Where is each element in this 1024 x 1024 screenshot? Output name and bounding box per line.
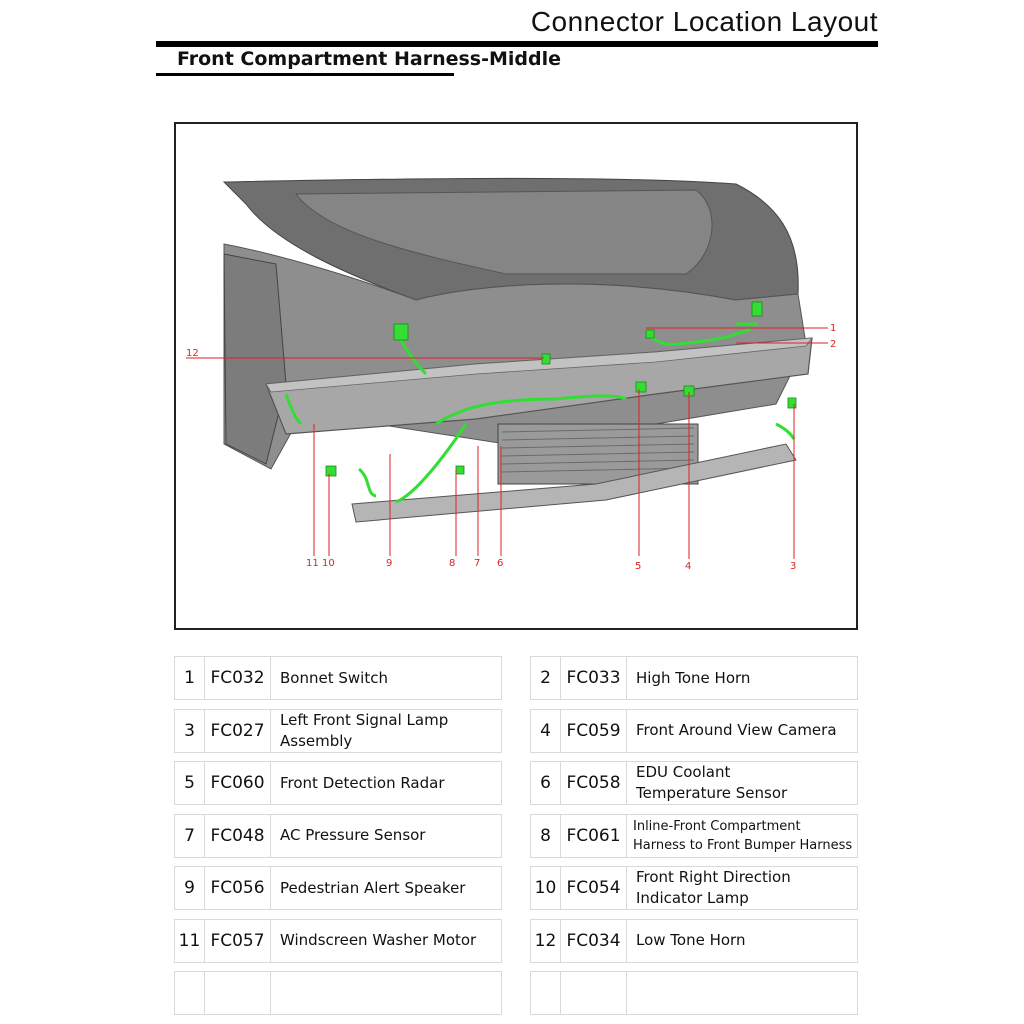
connector-table-right [530,656,858,1024]
connector-code: FC048 [205,815,271,857]
connector-name: Inline-Front Compartment Harness to Front Bumper Harness [633,818,853,853]
row-number: 9 [175,867,205,909]
connector-code [561,972,627,1014]
row-number: 4 [531,710,561,752]
title-rule [156,41,878,47]
connector-code: FC057 [205,920,271,962]
connector-code: FC061 [561,815,627,857]
callout-9: 9 [386,558,393,569]
table-row [174,761,502,805]
connector-name: Windscreen Washer Motor [280,931,477,949]
connector-name: High Tone Horn [636,668,751,687]
callout-2: 2 [830,339,837,350]
table-row [530,866,858,910]
connector-code: FC056 [205,867,271,909]
table-row [174,656,502,700]
connector-code: FC058 [561,762,627,804]
row-number: 7 [175,815,205,857]
vehicle-front-illustration [176,124,856,628]
callout-5: 5 [635,561,642,572]
connector-name: Front Detection Radar [280,773,445,792]
row-number [175,972,205,1014]
callout-3: 3 [790,561,797,572]
table-row [530,814,858,858]
table-row [530,919,858,963]
table-row-empty [174,971,502,1015]
connector-code: FC027 [205,710,271,752]
connector-code [205,972,271,1014]
row-number: 1 [175,657,205,699]
table-row [530,709,858,753]
callout-4: 4 [685,561,692,572]
callout-10: 10 [322,558,335,569]
connector-code: FC034 [561,920,627,962]
connector-name: Low Tone Horn [636,931,746,949]
row-number: 8 [531,815,561,857]
row-number: 10 [531,867,561,909]
row-number: 11 [175,920,205,962]
row-number [531,972,561,1014]
connector-code: FC059 [561,710,627,752]
table-row [174,866,502,910]
connector-name: AC Pressure Sensor [280,826,426,844]
table-row [174,919,502,963]
connector-table-left [174,656,502,1024]
row-number: 3 [175,710,205,752]
section-rule [156,73,454,76]
connector-name: EDU Coolant Temperature Sensor [636,763,788,802]
connector-name: Bonnet Switch [280,668,388,687]
row-number: 5 [175,762,205,804]
callout-1: 1 [830,323,837,334]
connector-code: FC033 [561,657,627,699]
callout-8: 8 [449,558,456,569]
connector-code: FC054 [561,867,627,909]
table-row [530,761,858,805]
connector-code: FC060 [205,762,271,804]
row-number: 6 [531,762,561,804]
table-row [174,709,502,753]
connector-name: Pedestrian Alert Speaker [280,878,466,897]
connector-name: Front Around View Camera [636,721,837,739]
connector-diagram [174,122,858,630]
connector-name: Left Front Signal Lamp Assembly [280,710,449,750]
table-row [174,814,502,858]
table-row-empty [530,971,858,1015]
document-title: Connector Location Layout [530,6,878,37]
table-row [530,656,858,700]
callout-6: 6 [497,558,504,569]
callout-12: 12 [186,348,199,359]
connector-code: FC032 [205,657,271,699]
row-number: 2 [531,657,561,699]
callout-7: 7 [474,558,481,569]
row-number: 12 [531,920,561,962]
callout-11: 11 [306,558,319,569]
connector-name: Front Right Direction Indicator Lamp [636,868,791,907]
section-title: Front Compartment Harness-Middle [177,48,562,70]
